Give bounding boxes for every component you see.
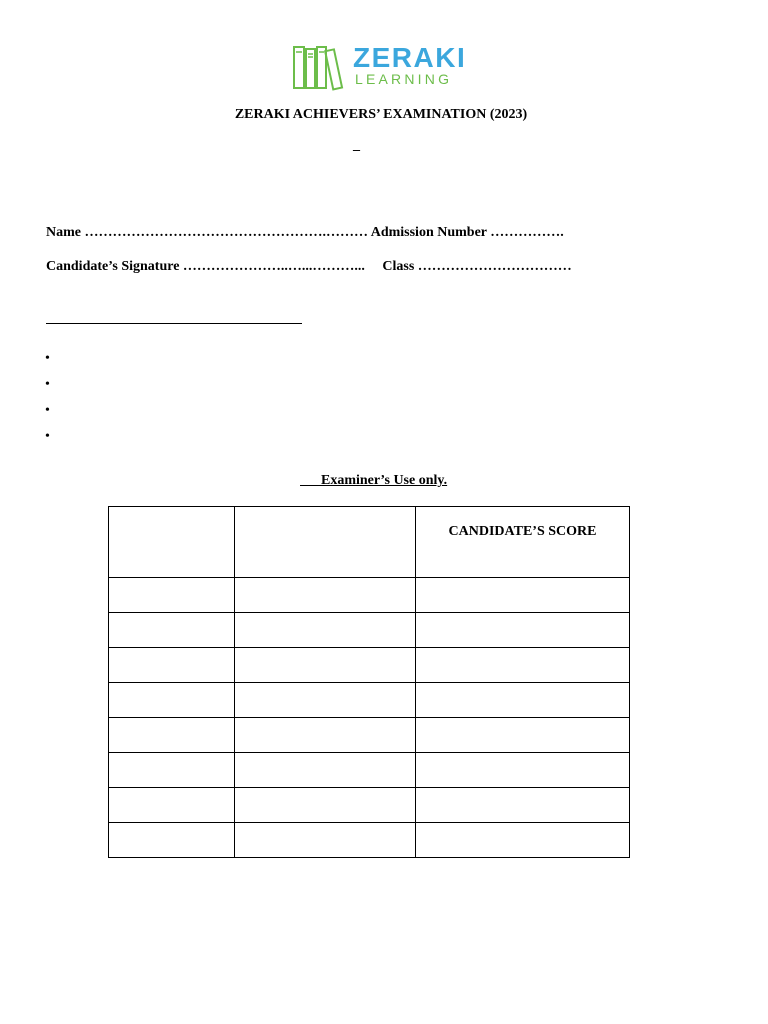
table-cell	[235, 648, 416, 683]
table-cell	[235, 718, 416, 753]
table-row	[109, 683, 630, 718]
table-row	[109, 753, 630, 788]
table-cell	[109, 753, 235, 788]
zeraki-logo	[292, 43, 482, 91]
instruction-bullet: •	[45, 403, 50, 418]
logo-sub-text: LEARNING	[355, 71, 453, 87]
table-cell	[109, 823, 235, 858]
table-cell	[416, 753, 630, 788]
table-cell	[416, 613, 630, 648]
table-row	[109, 788, 630, 823]
table-cell	[109, 613, 235, 648]
table-row	[109, 648, 630, 683]
table-cell	[109, 578, 235, 613]
signature-class-line: Candidate’s Signature …………………..…...………... Class ……………………………	[46, 259, 572, 274]
table-cell	[416, 683, 630, 718]
examiner-use-heading: Examiner’s Use only.	[300, 473, 448, 488]
table-row	[109, 718, 630, 753]
instructions-heading-rule	[46, 323, 302, 324]
table-cell	[416, 648, 630, 683]
name-admission-line: Name …………………………………………….……… Admission Number …………….	[46, 225, 564, 240]
table-cell	[416, 718, 630, 753]
table-cell	[109, 648, 235, 683]
score-table-header-row	[109, 507, 630, 578]
table-cell	[109, 788, 235, 823]
header-cell	[235, 507, 416, 578]
score-table	[108, 506, 630, 858]
table-cell	[235, 613, 416, 648]
candidate-score-label: CANDIDATE’S SCORE	[448, 524, 597, 539]
table-cell	[235, 823, 416, 858]
books-icon	[292, 43, 348, 91]
table-cell	[235, 753, 416, 788]
header-cell-score	[416, 507, 630, 578]
instruction-bullet: •	[45, 377, 50, 392]
instruction-bullet: •	[45, 351, 50, 366]
table-cell	[235, 788, 416, 823]
exam-title: ZERAKI ACHIEVERS’ EXAMINATION (2023)	[234, 107, 528, 122]
table-cell	[109, 718, 235, 753]
logo-brand-text: ZERAKI	[353, 42, 467, 73]
title-dash: _	[353, 138, 360, 153]
table-row	[109, 578, 630, 613]
table-cell	[416, 578, 630, 613]
header-cell	[109, 507, 235, 578]
table-row	[109, 823, 630, 858]
table-cell	[109, 683, 235, 718]
table-cell	[235, 683, 416, 718]
table-row	[109, 613, 630, 648]
table-cell	[416, 788, 630, 823]
table-cell	[416, 823, 630, 858]
instruction-bullet: •	[45, 429, 50, 444]
table-cell	[235, 578, 416, 613]
